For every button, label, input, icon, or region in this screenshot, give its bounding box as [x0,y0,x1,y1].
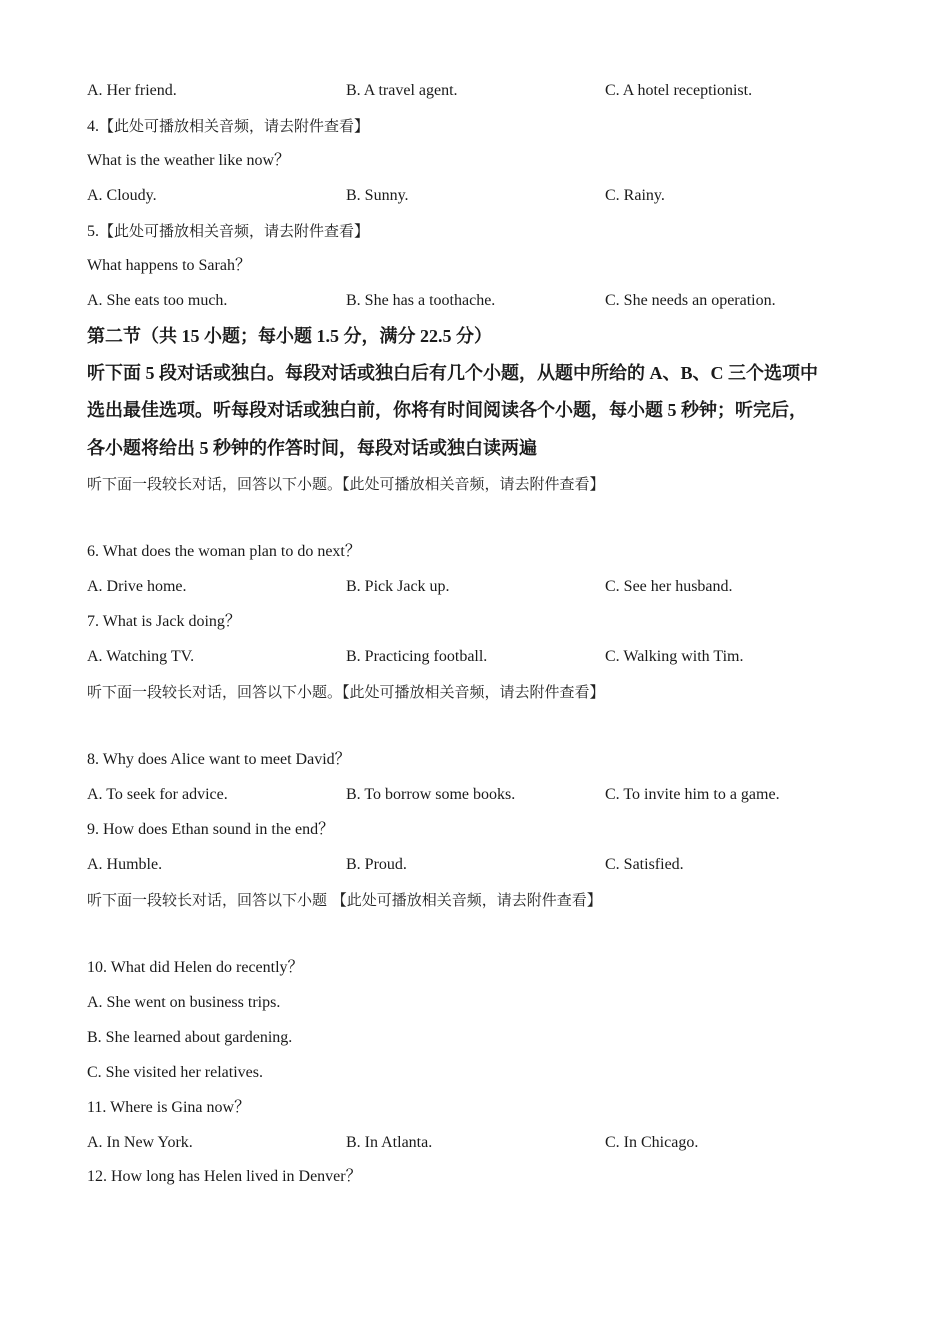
q3-option-b[interactable]: B. A travel agent. [346,82,458,99]
q5-audio-note[interactable]: 【此处可播放相关音频，请去附件查看】 [99,222,370,240]
q11-question: 11. Where is Gina now？ [87,1099,251,1116]
q4-option-c[interactable]: C. Rainy. [605,187,665,204]
q3-option-c[interactable]: C. A hotel receptionist. [605,82,753,99]
q10-option-c[interactable]: C. She visited her relatives. [87,1064,263,1081]
q12-question: 12. How long has Helen lived in Denver？ [87,1168,362,1185]
q9-option-c[interactable]: C. Satisfied. [605,856,684,873]
q6-option-b[interactable]: B. Pick Jack up. [346,578,450,595]
q8-option-a[interactable]: A. To seek for advice. [87,786,228,803]
dialogue1-audio-note[interactable]: 听下面一段较长对话，回答以下小题。【此处可播放相关音频，请去附件查看】 [87,475,605,493]
q9-option-a[interactable]: A. Humble. [87,856,163,873]
q10-question: 10. What did Helen do recently？ [87,959,304,976]
q4-option-a[interactable]: A. Cloudy. [87,187,157,204]
dialogue3-audio-note[interactable]: 听下面一段较长对话，回答以下小题 【此处可播放相关音频，请去附件查看】 [87,891,602,909]
section2-heading: 第二节（共 15 小题；每小题 1.5 分，满分 22.5 分） [87,326,492,346]
q5-option-c[interactable]: C. She needs an operation. [605,292,776,309]
q8-option-c[interactable]: C. To invite him to a game. [605,786,780,803]
q6-question: 6. What does the woman plan to do next？ [87,543,361,560]
q5-header [87,221,369,242]
q4-question: What is the weather like now？ [87,152,291,169]
q8-question: 8. Why does Alice want to meet David？ [87,751,351,768]
q11-option-a[interactable]: A. In New York. [87,1134,193,1151]
q11-option-c[interactable]: C. In Chicago. [605,1134,699,1151]
q9-option-b[interactable]: B. Proud. [346,856,407,873]
q5-question: What happens to Sarah？ [87,257,251,274]
q6-option-c[interactable]: C. See her husband. [605,578,733,595]
q5-number: 5. [87,223,99,240]
q7-option-a[interactable]: A. Watching TV. [87,648,195,665]
q5-option-a[interactable]: A. She eats too much. [87,292,228,309]
q4-header [87,116,369,137]
q7-option-c[interactable]: C. Walking with Tim. [605,648,744,665]
section2-instruction-line2: 选出最佳选项。听每段对话或独白前，你将有时间阅读各个小题，每小题 5 秒钟；听完后， [87,400,807,420]
section2-instruction-line1: 听下面 5 段对话或独白。每段对话或独白后有几个小题，从题中所给的 A、B、C 三个选项中 [87,363,818,383]
q7-question: 7. What is Jack doing？ [87,613,241,630]
q11-option-b[interactable]: B. In Atlanta. [346,1134,433,1151]
q4-option-b[interactable]: B. Sunny. [346,187,409,204]
q3-option-a[interactable]: A. Her friend. [87,82,177,99]
q6-option-a[interactable]: A. Drive home. [87,578,187,595]
q8-option-b[interactable]: B. To borrow some books. [346,786,516,803]
q5-option-b[interactable]: B. She has a toothache. [346,292,496,309]
section2-instruction-line3: 各小题将给出 5 秒钟的作答时间，每段对话或独白读两遍 [87,438,537,458]
q9-question: 9. How does Ethan sound in the end？ [87,821,335,838]
q4-audio-note[interactable]: 【此处可播放相关音频，请去附件查看】 [99,117,370,135]
dialogue2-audio-note[interactable]: 听下面一段较长对话，回答以下小题。【此处可播放相关音频，请去附件查看】 [87,683,605,701]
q10-option-a[interactable]: A. She went on business trips. [87,994,281,1011]
q7-option-b[interactable]: B. Practicing football. [346,648,488,665]
q10-option-b[interactable]: B. She learned about gardening. [87,1029,293,1046]
q4-number: 4. [87,118,99,135]
